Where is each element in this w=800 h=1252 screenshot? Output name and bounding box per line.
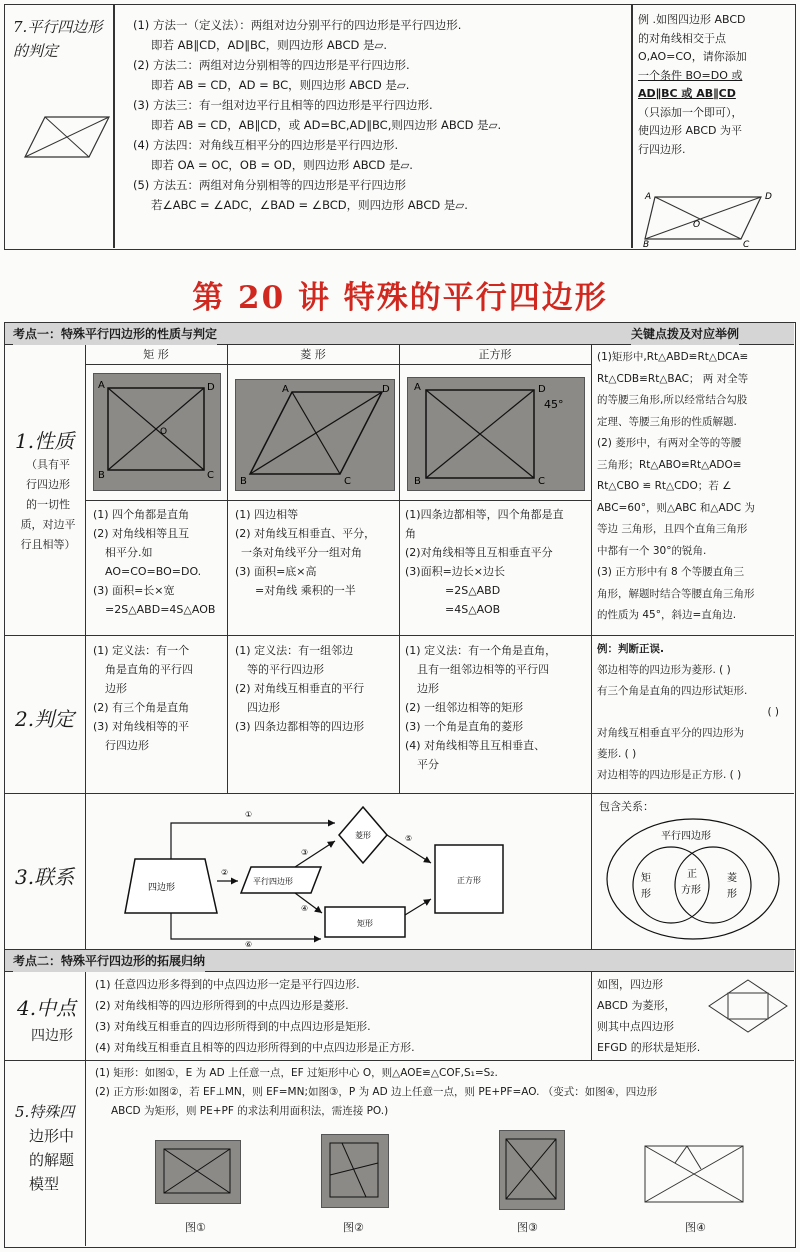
kp2-header: 考点二：特殊平行四边形的拓展归纳 [13, 950, 205, 972]
square-judge [405, 641, 589, 774]
prop-line: (1) 四个角都是直角 [93, 508, 190, 521]
diagram-label: 矩形 [357, 919, 373, 928]
note-line: 例：判断正误. [597, 643, 664, 655]
venn-text: 形 [641, 889, 651, 900]
prop-line: (3)面积=边长×边长 [405, 565, 506, 578]
fig-label: D [765, 192, 772, 202]
row4-title: 4.中点 四边形 [17, 996, 77, 1044]
photo-label: B [98, 470, 105, 481]
kp1-right-header: 关键点拨及对应举例 [631, 323, 739, 345]
prop-line: (2)对角线相等且互相垂直平分 [405, 546, 553, 559]
judge-line: (3) 对角线相等的平 [93, 720, 190, 733]
method-line: 即若 AB = CD，AD = BC，则四边形 ABCD 是▱. [151, 78, 410, 92]
diagram-label: 菱形 [355, 831, 371, 840]
example-figure [639, 187, 789, 247]
judge-line: (2) 有三个角是直角 [93, 701, 190, 714]
example-line: 例 .如图四边形 ABCD [638, 13, 746, 26]
judge-line: 四边形 [247, 701, 280, 714]
square-props [405, 505, 589, 619]
mid-item: (3) 对角线互相垂直的四边形所得到的中点四边形是矩形. [95, 1020, 371, 1033]
rect-judge [93, 641, 225, 755]
venn-text: 矩 [641, 873, 651, 884]
judge-line: (2) 一组邻边相等的矩形 [405, 701, 524, 714]
example-line: （只添加一个即可）， [638, 105, 743, 119]
rect-props [93, 505, 225, 619]
mid-item: (2) 对角线相等的四边形所得到的中点四边形是菱形. [95, 999, 349, 1012]
photo-label: B [240, 476, 247, 487]
judge-line: (4) 对角线相等且互相垂直、 [405, 739, 546, 752]
row1-subtitle: （具有平 行四边形 的一切性 质，对边平 行且相等） [20, 458, 76, 551]
note-line: 角形，解题时结合等腰直角三角形 [597, 587, 755, 600]
method-line: 若∠ABC = ∠ADC，∠BAD = ∠BCD，则四边形 ABCD 是▱. [151, 198, 468, 212]
note-line: ABC=60°，则△ABC 和△ADC 为 [597, 501, 755, 514]
diagram-label: ③ [301, 848, 309, 857]
photo-label: A [98, 380, 105, 391]
diagram-label: ⑥ [245, 940, 253, 947]
note-line: 对边相等的四边形是正方形. ( ) [597, 769, 742, 781]
kp1-header: 考点一：特殊平行四边形的性质与判定 [13, 323, 217, 345]
method-line: (1) 方法一（定义法）：两组对边分别平行的四边形是平行四边形. [133, 18, 462, 32]
method-line: 即若 AB∥CD，AD∥BC，则四边形 ABCD 是▱. [151, 38, 387, 52]
diagram-label: ② [221, 868, 229, 877]
sec7-title: 7.平行四边形的判定 [13, 18, 103, 60]
photo-label: D [538, 384, 546, 395]
venn-text: 平行四边形 [661, 831, 711, 842]
kp1-table [4, 322, 796, 950]
prop-line: =2S△ABD [445, 584, 501, 597]
note-line: Rt△CBO ≌ Rt△CDO；若 ∠ [597, 480, 732, 492]
square-photo [407, 377, 585, 491]
note-line: 定理、等腰三角形的性质解题. [597, 415, 737, 428]
photo-label: C [207, 470, 214, 481]
judge-line: 平分 [417, 758, 439, 771]
kp2-table [4, 950, 796, 1248]
note-line: (2) 菱形中，有两对全等的等腰 [597, 437, 742, 449]
venn-diagram [601, 815, 789, 945]
judge-line: (1) 定义法：有一个角是直角， [405, 644, 557, 657]
method-line: (2) 方法二：两组对边分别相等的四边形是平行四边形. [133, 58, 410, 72]
venn-text: 正 [687, 869, 697, 880]
prop-line: (2) 对角线互相垂直、平分， [235, 527, 376, 540]
note-line: (3) 正方形中有 8 个等腰直角三 [597, 566, 745, 578]
diagram-label: ① [245, 810, 253, 819]
parallelogram-figure-small [23, 113, 113, 163]
prop-line: 一条对角线平分一组对角 [241, 546, 362, 559]
venn-text: 菱 [727, 873, 737, 884]
judge-line: 且有一组邻边相等的平行四 [417, 663, 549, 676]
judge-line: 角是直角的平行四 [105, 663, 193, 676]
col-header-rhombus: 菱 形 [300, 348, 326, 361]
note-line: 菱形. ( ) [597, 748, 637, 760]
note-line: 三角形；Rt△ABO≌Rt△ADO≌ [597, 458, 742, 471]
judge-line: 行四边形 [105, 739, 149, 752]
venn-label: 包含关系： [599, 800, 654, 813]
judge-line: 等的平行四边形 [247, 663, 324, 676]
fig-label: O [693, 220, 701, 230]
photo-label: O [160, 427, 168, 437]
judge-line: (1) 定义法：有一个 [93, 644, 190, 657]
lecture-title: 第 20 讲 特殊的平行四边形 [192, 280, 608, 316]
prop-line: (1) 四边相等 [235, 508, 299, 521]
method-line: 即若 OA = OC，OB = OD，则四边形 ABCD 是▱. [151, 158, 413, 172]
note-line: 邻边相等的四边形为菱形. ( ) [597, 664, 731, 676]
prop-line: 角 [405, 527, 416, 540]
fig-caption-2: 图② [343, 1221, 364, 1234]
example-line: O,AO=CO，请你添加 [638, 50, 747, 63]
note1 [597, 347, 793, 627]
fig-caption-4: 图④ [685, 1221, 706, 1234]
method-line: (3) 方法三：有一组对边平行且相等的四边形是平行四边形. [133, 98, 433, 112]
row2-title: 2.判定 [15, 707, 75, 731]
prop-line: =对角线 乘积的一半 [255, 584, 356, 597]
fig4-drawing [637, 1136, 749, 1214]
photo-label: D [382, 384, 390, 395]
example-line: 一个条件 BO=DO 或 [638, 68, 743, 82]
note-line: Rt△CDB≌Rt△BAC； 两 对全等 [597, 372, 749, 385]
prop-line: (2) 对角线相等且互 [93, 527, 190, 540]
prop-line: 相平分.如 [105, 546, 153, 559]
mid-items [95, 974, 589, 1058]
note-line: 的等腰三角形,所以经常结合勾股 [597, 394, 748, 406]
rhombus-props [235, 505, 397, 600]
example-line: 的对角线相交于点 [638, 31, 726, 45]
prop-line: =4S△AOB [445, 603, 501, 616]
row3-title: 3.联系 [15, 865, 75, 889]
fig2-photo [321, 1134, 389, 1208]
diagram-label: 平行四边形 [253, 877, 293, 886]
diagram-label: 正方形 [457, 876, 481, 885]
fig-caption-3: 图③ [517, 1221, 538, 1234]
fig-label: C [743, 240, 750, 247]
method-line: 即若 AB = CD，AB∥CD，或 AD=BC,AD∥BC,则四边形 ABCD 是▱. [151, 118, 502, 132]
judge-line: (1) 定义法：有一组邻边 [235, 644, 354, 657]
example-line: 行四边形. [638, 142, 686, 156]
judge-line: 边形 [417, 682, 439, 695]
judge-line: (3) 四条边都相等的四边形 [235, 720, 365, 733]
photo-label: C [538, 476, 545, 487]
photo-label: A [414, 382, 421, 393]
note-line: 对角线互相垂直平分的四边形为 [597, 727, 744, 739]
prop-line: =2S△ABD=4S△AOB [105, 603, 216, 616]
fig-label: A [645, 192, 652, 202]
fig3-photo [499, 1130, 565, 1210]
note-line: 等边 三角形，且四个直角三角形 [597, 523, 748, 535]
col-header-rect: 矩 形 [143, 348, 169, 361]
row1-title: 1.性质 [15, 429, 75, 453]
prop-line: AO=CO=BO=DO. [105, 565, 202, 578]
example-line: AD∥BC 或 AB∥CD [638, 87, 736, 100]
judge-line: 边形 [105, 682, 127, 695]
example-line: 使四边形 ABCD 为平 [638, 124, 743, 137]
mid-item: (4) 对角线互相垂直且相等的四边形所得到的中点四边形是正方形. [95, 1041, 415, 1054]
prop-line: (3) 面积=长×宽 [93, 584, 175, 597]
diagram-label: ⑤ [405, 834, 413, 843]
model-item: ABCD 为矩形，则 PE+PF 的求法利用面积法，需连接 PO.) [111, 1105, 389, 1117]
example-text [638, 11, 793, 159]
top-section [4, 4, 796, 250]
judge-line: (3) 一个角是直角的菱形 [405, 720, 524, 733]
relation-diagram [95, 801, 585, 947]
note-line: (1)矩形中,Rt△ABD≌Rt△DCA≌ [597, 351, 749, 363]
midpoint-figure [705, 976, 791, 1036]
prop-line: (3) 面积=底×高 [235, 565, 317, 578]
rhombus-judge [235, 641, 397, 736]
photo-label: A [282, 384, 289, 395]
row5-title: 5.特殊四 边形中 的解题 模型 [15, 1103, 75, 1193]
rhombus-photo [235, 379, 395, 491]
venn-text: 形 [727, 889, 737, 900]
diagram-label: ④ [301, 904, 309, 913]
method-line: (5) 方法五：两组对角分别相等的四边形是平行四边形 [133, 178, 406, 192]
model-item: (2) 正方形:如图②，若 EF⊥MN，则 EF=MN;如图③，P 为 AD 边上任意一点，则 PE+PF=AO. （变式：如图④，四边形 [95, 1086, 658, 1098]
col-header-square: 正方形 [478, 348, 512, 361]
prop-line: (1)四条边都相等，四个角都是直 [405, 508, 564, 521]
mid-item: (1) 任意四边形多得到的中点四边形一定是平行四边形. [95, 978, 360, 991]
photo-label: D [207, 382, 215, 393]
fig-caption-1: 图① [185, 1221, 206, 1234]
note2 [597, 639, 793, 786]
note-line: 中都有一个 30°的锐角. [597, 544, 707, 557]
methods-list [133, 15, 628, 215]
note-line: 有三个角是直角的四边形试矩形. [597, 685, 748, 697]
fig1-photo [155, 1140, 241, 1204]
photo-label: B [414, 476, 421, 487]
venn-text: 方形 [681, 885, 701, 896]
model-item: (1) 矩形：如图①，E 为 AD 上任意一点，EF 过矩形中心 O，则△AOE≌△COF,S₁=S₂. [95, 1067, 498, 1079]
photo-label: 45° [544, 398, 564, 411]
diagram-label: 四边形 [148, 883, 176, 893]
rect-photo [93, 373, 221, 491]
model-items [95, 1064, 789, 1121]
method-line: (4) 方法四：对角线互相平分的四边形是平行四边形. [133, 138, 399, 152]
photo-label: C [344, 476, 351, 487]
note-line: ( ) [767, 706, 779, 718]
mid-note: 如图，四边形 ABCD 为菱形， 则其中点四边形 EFGD 的形状是矩形. [597, 978, 701, 1054]
fig-label: B [643, 240, 650, 247]
judge-line: (2) 对角线互相垂直的平行 [235, 682, 365, 695]
note-line: 的性质为 45°，斜边=直角边. [597, 609, 737, 621]
